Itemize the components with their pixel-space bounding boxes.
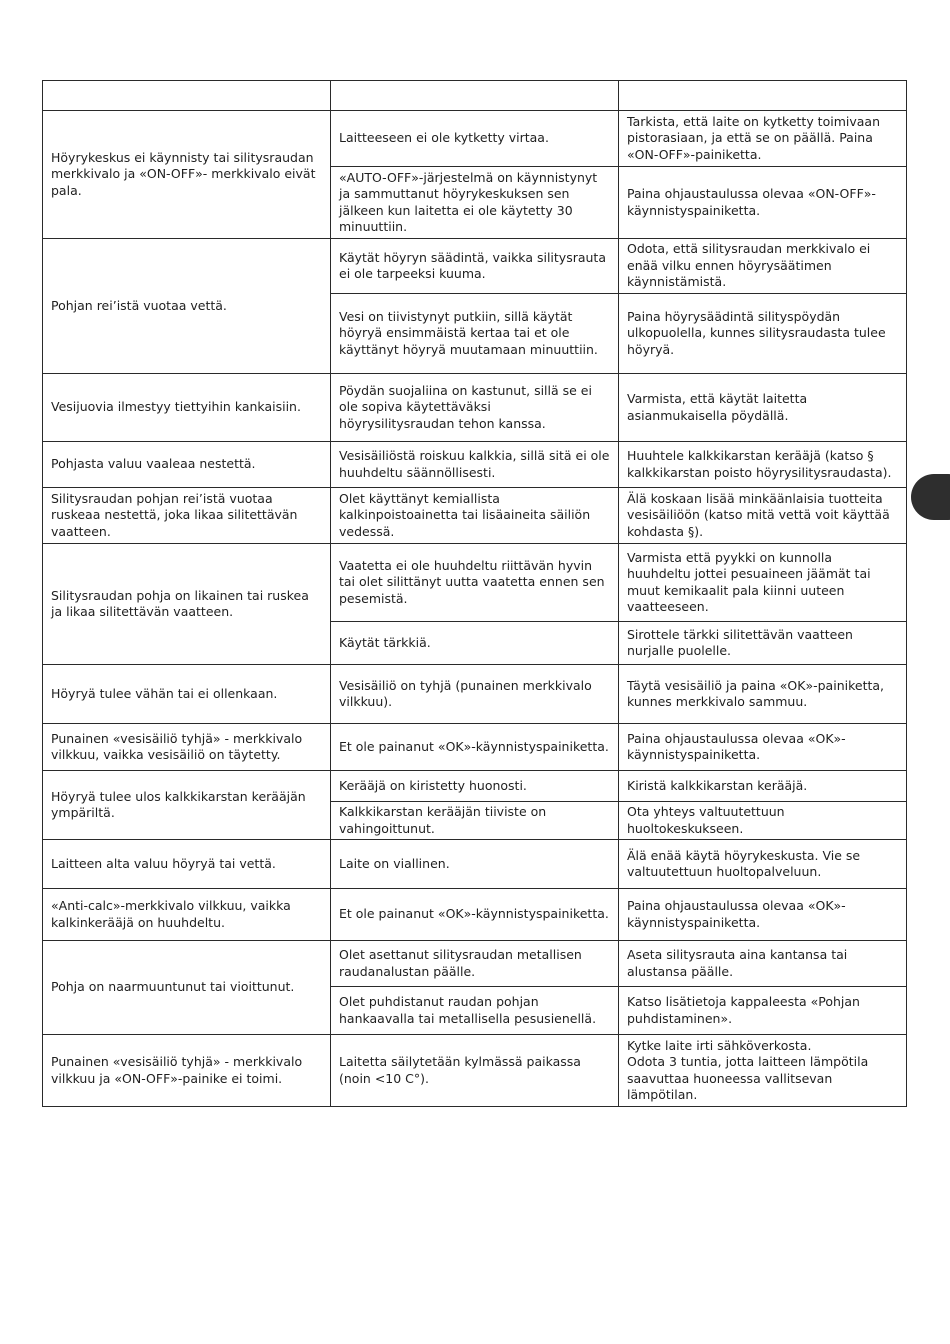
- cause-cell: Laitteeseen ei ole kytketty virtaa.: [331, 111, 619, 167]
- problem-cell: Höyryä tulee ulos kalkkikarstan kerääjän ympäriltä.: [43, 771, 331, 840]
- solution-cell: Kiristä kalkkikarstan kerääjä.: [619, 771, 907, 802]
- solution-cell: Täytä vesisäiliö ja paina «OK»-painiketta, kunnes merkkivalo sammuu.: [619, 665, 907, 724]
- table-row: [43, 442, 907, 488]
- cause-cell: Olet asettanut silitysraudan metallisen raudanalustan päälle.: [331, 941, 619, 987]
- cause-cell: «AUTO-OFF»-järjestelmä on käynnistynyt ja sammuttanut höyrykeskuksen sen jälkeen kun laitetta ei ole käytetty 30 minuuttiin.: [331, 167, 619, 239]
- solution-cell: Huuhtele kalkkikarstan kerääjä (katso § kalkkikarstan poisto höyrysilitysraudasta).: [619, 442, 907, 488]
- problem-cell: Vesijuovia ilmestyy tiettyihin kankaisiin.: [43, 374, 331, 442]
- problem-cell: Punainen «vesisäiliö tyhjä» - merkkivalo vilkkuu ja «ON-OFF»-painike ei toimi.: [43, 1035, 331, 1107]
- table-row: [43, 771, 907, 802]
- problem-cell: Pohjan rei’istä vuotaa vettä.: [43, 239, 331, 374]
- solution-cell: Älä koskaan lisää minkäänlaisia tuotteita vesisäiliöön (katso mitä vettä voit käyttää kohdasta §).: [619, 488, 907, 544]
- solution-cell: Katso lisätietoja kappaleesta «Pohjan puhdistaminen».: [619, 987, 907, 1035]
- cause-cell: Käytät höyryn säädintä, vaikka silitysrauta ei ole tarpeeksi kuuma.: [331, 239, 619, 294]
- solution-cell: Paina ohjaustaulussa olevaa «OK»-käynnistyspainiketta.: [619, 889, 907, 941]
- table-row: [43, 840, 907, 889]
- cause-cell: Laitetta säilytetään kylmässä paikassa (noin <10 C°).: [331, 1035, 619, 1107]
- troubleshooting-table: [42, 80, 907, 1107]
- solution-cell: Paina ohjaustaulussa olevaa «ON-OFF»-käynnistyspainiketta.: [619, 167, 907, 239]
- cause-cell: Kalkkikarstan kerääjän tiiviste on vahingoittunut.: [331, 802, 619, 840]
- cause-cell: Vesisäiliö on tyhjä (punainen merkkivalo vilkkuu).: [331, 665, 619, 724]
- problem-cell: Pohja on naarmuuntunut tai vioittunut.: [43, 941, 331, 1035]
- table-row: [43, 111, 907, 167]
- cause-cell: Olet käyttänyt kemiallista kalkinpoistoainetta tai lisäaineita säiliön vedessä.: [331, 488, 619, 544]
- cause-cell: Olet puhdistanut raudan pohjan hankaavalla tai metallisella pesusienellä.: [331, 987, 619, 1035]
- solution-cell: Ota yhteys valtuutettuun huoltokeskukseen.: [619, 802, 907, 840]
- solution-cell: Tarkista, että laite on kytketty toimivaan pistorasiaan, ja että se on päällä. Paina «ON-OFF»-painiketta.: [619, 111, 907, 167]
- problem-cell: «Anti-calc»-merkkivalo vilkkuu, vaikka kalkinkerääjä on huuhdeltu.: [43, 889, 331, 941]
- page-section-tab: [911, 474, 950, 520]
- table-row: [43, 941, 907, 987]
- solution-cell: Sirottele tärkki silitettävän vaatteen nurjalle puolelle.: [619, 622, 907, 665]
- solution-cell: Älä enää käytä höyrykeskusta. Vie se valtuutettuun huoltopalveluun.: [619, 840, 907, 889]
- cause-cell: Vesisäiliöstä roiskuu kalkkia, sillä sitä ei ole huuhdeltu säännöllisesti.: [331, 442, 619, 488]
- cause-cell: Käytät tärkkiä.: [331, 622, 619, 665]
- solution-cell: Varmista, että käytät laitetta asianmukaisella pöydällä.: [619, 374, 907, 442]
- solution-cell: Kytke laite irti sähköverkosta. Odota 3 tuntia, jotta laitteen lämpötila saavuttaa huoneessa vallitsevan lämpötilan.: [619, 1035, 907, 1107]
- table-row: [43, 665, 907, 724]
- header-problem: [43, 81, 331, 111]
- table-row: [43, 1035, 907, 1107]
- cause-cell: Et ole painanut «OK»-käynnistyspainiketta.: [331, 724, 619, 771]
- solution-cell: Paina ohjaustaulussa olevaa «OK»-käynnistyspainiketta.: [619, 724, 907, 771]
- solution-cell: Odota, että silitysraudan merkkivalo ei enää vilku ennen höyrysäätimen käynnistämistä.: [619, 239, 907, 294]
- problem-cell: Silitysraudan pohja on likainen tai ruskea ja likaa silitettävän vaatteen.: [43, 544, 331, 665]
- table-header-row: [43, 81, 907, 111]
- cause-cell: Et ole painanut «OK»-käynnistyspainiketta.: [331, 889, 619, 941]
- table-row: [43, 488, 907, 544]
- cause-cell: Kerääjä on kiristetty huonosti.: [331, 771, 619, 802]
- table-row: [43, 544, 907, 622]
- header-cause: [331, 81, 619, 111]
- solution-cell: Aseta silitysrauta aina kantansa tai alustansa päälle.: [619, 941, 907, 987]
- problem-cell: Höyryä tulee vähän tai ei ollenkaan.: [43, 665, 331, 724]
- solution-cell: Paina höyrysäädintä silityspöydän ulkopuolella, kunnes silitysraudasta tulee höyryä.: [619, 294, 907, 374]
- cause-cell: Laite on viallinen.: [331, 840, 619, 889]
- problem-cell: Silitysraudan pohjan rei’istä vuotaa ruskeaa nestettä, joka likaa silitettävän vaatteen.: [43, 488, 331, 544]
- problem-cell: Pohjasta valuu vaaleaa nestettä.: [43, 442, 331, 488]
- problem-cell: Punainen «vesisäiliö tyhjä» - merkkivalo vilkkuu, vaikka vesisäiliö on täytetty.: [43, 724, 331, 771]
- table-row: [43, 374, 907, 442]
- table-row: [43, 724, 907, 771]
- header-solution: [619, 81, 907, 111]
- cause-cell: Pöydän suojaliina on kastunut, sillä se ei ole sopiva käytettäväksi höyrysilitysraudan tehon kanssa.: [331, 374, 619, 442]
- table-row: [43, 889, 907, 941]
- cause-cell: Vaatetta ei ole huuhdeltu riittävän hyvin tai olet silittänyt uutta vaatetta ennen sen pesemistä.: [331, 544, 619, 622]
- problem-cell: Höyrykeskus ei käynnisty tai silitysraudan merkkivalo ja «ON-OFF»- merkkivalo eivät pala.: [43, 111, 331, 239]
- solution-cell: Varmista että pyykki on kunnolla huuhdeltu jottei pesuaineen jäämät tai muut kemikaalit pala kiinni uuteen vaatteeseen.: [619, 544, 907, 622]
- cause-cell: Vesi on tiivistynyt putkiin, sillä käytät höyryä ensimmäistä kertaa tai et ole käyttänyt höyryä muutamaan minuuttiin.: [331, 294, 619, 374]
- problem-cell: Laitteen alta valuu höyryä tai vettä.: [43, 840, 331, 889]
- table-row: [43, 239, 907, 294]
